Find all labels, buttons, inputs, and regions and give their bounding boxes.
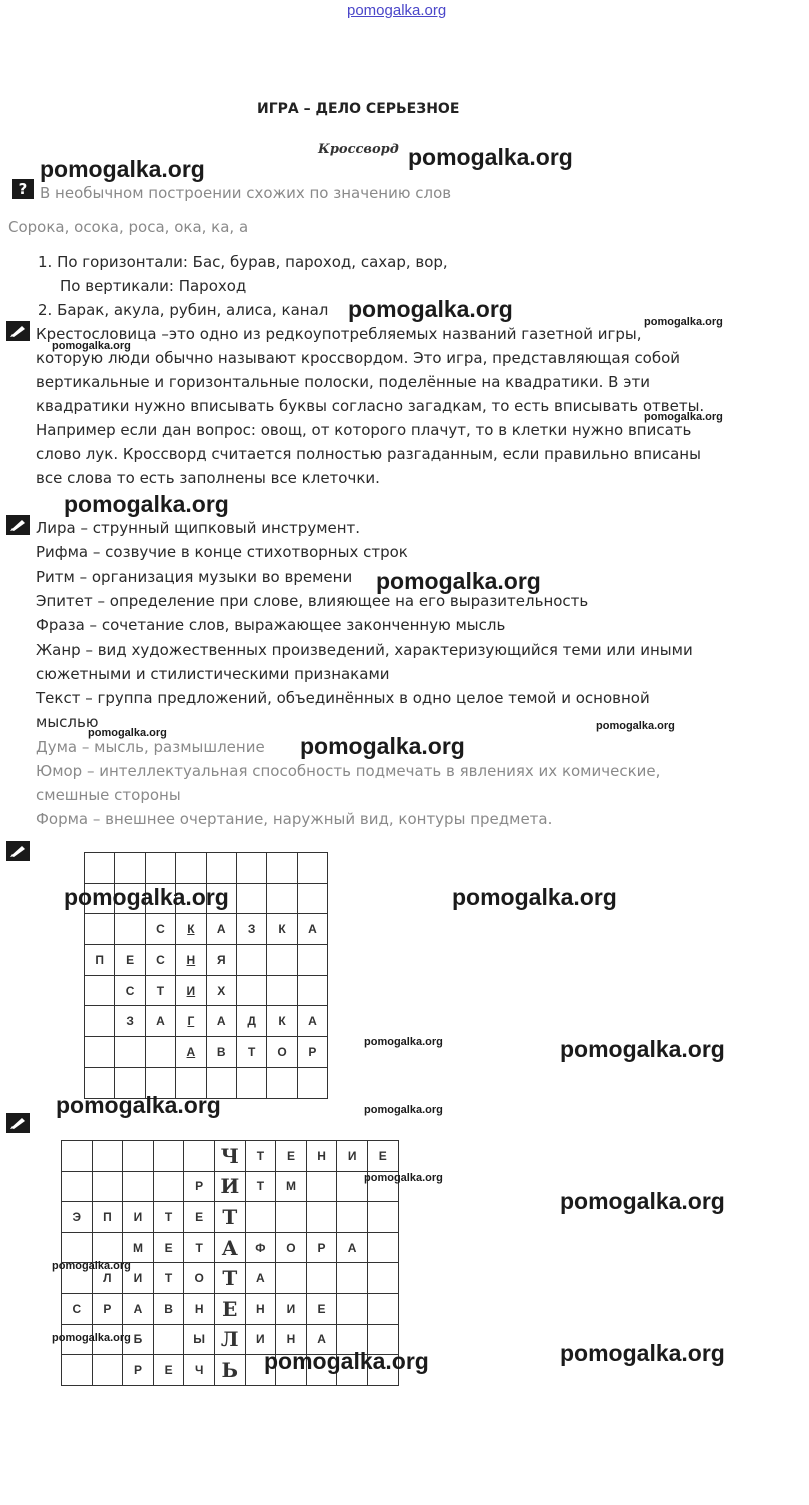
- crossword-letter: А: [317, 1332, 326, 1347]
- watermark: pomogalka.org: [560, 1036, 725, 1062]
- crossword-letter: Л: [103, 1271, 112, 1286]
- watermark: pomogalka.org: [376, 568, 541, 594]
- crossword-letter: В: [216, 1044, 226, 1059]
- crossword-letter: С: [125, 983, 135, 998]
- watermark: pomogalka.org: [560, 1340, 725, 1366]
- watermark: pomogalka.org: [560, 1188, 725, 1214]
- crossword-cell: [306, 1141, 337, 1172]
- crossword-cell: [297, 975, 327, 1006]
- crossword-letter: О: [194, 1271, 204, 1286]
- crossword-row: [62, 1141, 399, 1172]
- crossword-cell: [206, 914, 236, 945]
- crossword-letter: Л: [220, 1327, 239, 1352]
- crossword-cell: [145, 1006, 175, 1037]
- text-line: Например если дан вопрос: овощ, от которого плачут, то в клетки нужно вписать: [36, 421, 692, 439]
- crossword-letter: Т: [256, 1179, 265, 1194]
- crossword-letter: Р: [317, 1240, 326, 1255]
- crossword-cell: [176, 945, 206, 976]
- crossword-cell: [145, 914, 175, 945]
- watermark: pomogalka.org: [64, 491, 229, 517]
- crossword-cell: [337, 1141, 368, 1172]
- crossword-cell: [62, 1202, 93, 1233]
- crossword-cell: [337, 1202, 368, 1233]
- crossword-cell: [206, 1037, 236, 1068]
- crossword-cell: [297, 945, 327, 976]
- crossword-cell: [62, 1355, 93, 1386]
- crossword-cell: [62, 1232, 93, 1263]
- crossword-cell: [206, 1006, 236, 1037]
- crossword-cell: [62, 1141, 93, 1172]
- crossword-cell: [245, 1263, 276, 1294]
- crossword-letter: Ч: [220, 1143, 239, 1168]
- watermark: pomogalka.org: [452, 884, 617, 910]
- watermark: pomogalka.org: [52, 1260, 131, 1272]
- crossword-row: [85, 1006, 328, 1037]
- crossword-letter: Ч: [194, 1362, 204, 1377]
- crossword-letter: Р: [195, 1179, 204, 1194]
- crossword-cell: [92, 1355, 123, 1386]
- crossword-cell: [367, 1263, 398, 1294]
- crossword-letter: Е: [126, 952, 135, 967]
- crossword-cell: [267, 1037, 297, 1068]
- crossword-cell: [236, 1067, 266, 1098]
- crossword-cell: [123, 1171, 154, 1202]
- crossword-letter: Е: [378, 1148, 387, 1163]
- crossword-cell: [115, 945, 145, 976]
- crossword-cell: [245, 1202, 276, 1233]
- definition-line: Эпитет – определение при слове, влияющее на его выразительность: [36, 592, 589, 610]
- watermark: pomogalka.org: [364, 1172, 443, 1184]
- crossword-cell: [337, 1263, 368, 1294]
- task1-words: Сорока, осока, роса, ока, ка, а: [8, 218, 249, 236]
- crossword-cell: [297, 1037, 327, 1068]
- crossword-cell: [337, 1232, 368, 1263]
- task1-lead: В необычном построении схожих по значению слов: [40, 184, 452, 202]
- crossword-cell: [184, 1263, 215, 1294]
- crossword-letter: Д: [247, 1014, 256, 1029]
- crossword-cell: [153, 1355, 184, 1386]
- crossword-cell: [176, 1037, 206, 1068]
- crossword-cell: [236, 1037, 266, 1068]
- watermark: pomogalka.org: [644, 411, 723, 423]
- crossword-cell: [176, 853, 206, 884]
- crossword-cell: [276, 1263, 307, 1294]
- crossword-letter: Е: [195, 1209, 204, 1224]
- crossword-cell: [115, 853, 145, 884]
- crossword-row: [85, 1037, 328, 1068]
- crossword-cell: [245, 1171, 276, 1202]
- crossword-cell: [236, 853, 266, 884]
- crossword-cell: [153, 1263, 184, 1294]
- page-subtitle: Кроссворд: [318, 142, 399, 157]
- definition-line: Ритм – организация музыки во времени: [36, 568, 353, 586]
- crossword-letter: Н: [256, 1301, 265, 1316]
- crossword-letter: А: [347, 1240, 357, 1255]
- definition-line: Лира – струнный щипковый инструмент.: [36, 519, 361, 537]
- watermark: pomogalka.org: [596, 720, 675, 732]
- definition-line: Жанр – вид художественных произведений, характеризующийся теми или иными: [36, 641, 693, 659]
- pen-icon: [6, 841, 30, 861]
- crossword-letter: Ф: [255, 1240, 266, 1255]
- crossword-letter: П: [95, 952, 104, 967]
- definition-line: Юмор – интеллектуальная способность подмечать в явлениях их комические,: [36, 762, 661, 780]
- crossword-cell: [115, 914, 145, 945]
- crossword-cell: [123, 1141, 154, 1172]
- crossword-cell: [123, 1202, 154, 1233]
- crossword-letter: Р: [103, 1301, 112, 1316]
- crossword-cell: [123, 1232, 154, 1263]
- crossword-cell: [297, 1006, 327, 1037]
- crossword-letter: С: [156, 922, 165, 937]
- crossword-cell: [184, 1202, 215, 1233]
- crossword-cell: [276, 1141, 307, 1172]
- crossword-letter: Я: [216, 952, 226, 967]
- crossword-cell: [176, 975, 206, 1006]
- crossword-cell: [236, 914, 266, 945]
- crossword-cell: [236, 883, 266, 914]
- crossword-letter: Ь: [221, 1357, 239, 1382]
- crossword-letter: А: [221, 1235, 238, 1260]
- crossword-cell: [184, 1324, 215, 1355]
- watermark: pomogalka.org: [364, 1104, 443, 1116]
- crossword-letter: Р: [133, 1362, 142, 1377]
- watermark: pomogalka.org: [88, 727, 167, 739]
- crossword-letter: И: [186, 983, 196, 998]
- crossword-row: [62, 1202, 399, 1233]
- crossword-letter: И: [286, 1301, 296, 1316]
- watermark: pomogalka.org: [52, 1332, 131, 1344]
- definition-line: смешные стороны: [36, 786, 181, 804]
- crossword-cell: [153, 1202, 184, 1233]
- crossword-row: [85, 853, 328, 884]
- crossword-letter: И: [133, 1209, 143, 1224]
- crossword-cell: [306, 1171, 337, 1202]
- pen-icon: [6, 321, 30, 341]
- crossword-letter: Б: [133, 1332, 143, 1347]
- crossword-cell: [153, 1293, 184, 1324]
- crossword-letter: А: [216, 922, 226, 937]
- crossword-cell: [306, 1293, 337, 1324]
- crossword-cell: [276, 1171, 307, 1202]
- crossword-cell: [184, 1171, 215, 1202]
- crossword-cell: [115, 1037, 145, 1068]
- crossword-cell: [306, 1202, 337, 1233]
- crossword-cell: [367, 1141, 398, 1172]
- crossword-cell: [62, 1171, 93, 1202]
- crossword-letter: Е: [164, 1240, 173, 1255]
- crossword-cell: [206, 945, 236, 976]
- crossword-letter: И: [347, 1148, 357, 1163]
- crossword-cell: [92, 1171, 123, 1202]
- crossword-cell: [123, 1293, 154, 1324]
- text-line: квадратики нужно вписывать буквы согласно загадкам, то есть вписывать ответы.: [36, 397, 705, 415]
- crossword-cell: [206, 853, 236, 884]
- crossword-cell: [145, 1037, 175, 1068]
- site-link[interactable]: pomogalka.org: [347, 2, 447, 19]
- crossword-cell: [236, 945, 266, 976]
- watermark: pomogalka.org: [52, 340, 131, 352]
- crossword-letter: С: [156, 952, 165, 967]
- crossword-cell: [267, 975, 297, 1006]
- crossword-letter: Н: [194, 1301, 204, 1316]
- crossword-cell: [276, 1293, 307, 1324]
- crossword-cell: [306, 1263, 337, 1294]
- question-icon: ?: [12, 179, 34, 199]
- crossword-letter: К: [187, 922, 195, 937]
- crossword-letter: З: [247, 922, 256, 937]
- text-line: все слова то есть заполнены все клеточки.: [36, 469, 380, 487]
- crossword-letter: И: [133, 1271, 143, 1286]
- crossword-cell: [367, 1293, 398, 1324]
- crossword-row: [62, 1171, 399, 1202]
- crossword-letter: Т: [222, 1266, 238, 1291]
- crossword-letter: Ы: [193, 1332, 206, 1347]
- crossword-letter: Х: [217, 983, 226, 998]
- crossword-letter: Г: [187, 1014, 195, 1029]
- crossword-cell: [214, 1171, 245, 1202]
- crossword-letter: И: [256, 1332, 265, 1347]
- crossword-letter: Е: [222, 1296, 238, 1321]
- crossword-letter: Т: [164, 1271, 173, 1286]
- crossword-cell: [115, 975, 145, 1006]
- crossword-letter: Т: [164, 1209, 173, 1224]
- crossword-cell: [153, 1232, 184, 1263]
- crossword-letter: А: [256, 1271, 265, 1286]
- crossword-letter: Е: [164, 1362, 173, 1377]
- crossword-letter: М: [132, 1240, 143, 1255]
- crossword-row: [62, 1232, 399, 1263]
- crossword-cell: [145, 853, 175, 884]
- crossword-cell: [62, 1293, 93, 1324]
- crossword-cell: [267, 914, 297, 945]
- crossword-cell: [85, 1037, 115, 1068]
- crossword-cell: [367, 1232, 398, 1263]
- definition-line: Текст – группа предложений, объединённых в одно целое темой и основной: [36, 689, 650, 707]
- crossword-letter: Н: [186, 952, 196, 967]
- crossword-cell: [145, 945, 175, 976]
- crossword-letter: А: [308, 922, 317, 937]
- definition-line: сюжетными и стилистическими признаками: [36, 665, 390, 683]
- crossword-cell: [176, 1006, 206, 1037]
- crossword-row: [85, 945, 328, 976]
- crossword-letter: З: [126, 1014, 134, 1029]
- crossword-cell: [337, 1293, 368, 1324]
- crossword-cell: [267, 945, 297, 976]
- crossword-cell: [123, 1355, 154, 1386]
- crossword-letter: А: [308, 1014, 317, 1029]
- crossword-cell: [85, 853, 115, 884]
- crossword-cell: [153, 1324, 184, 1355]
- crossword-letter: П: [103, 1209, 112, 1224]
- crossword-letter: О: [286, 1240, 296, 1255]
- definition-line: Рифма – созвучие в конце стихотворных строк: [36, 543, 408, 561]
- task1-item1-a: 1. По горизонтали: Бас, бурав, пароход, сахар, вор,: [38, 253, 448, 271]
- text-line: которую люди обычно называют кроссвордом. Это игра, представляющая собой: [36, 349, 681, 367]
- crossword-letter: Е: [317, 1301, 326, 1316]
- crossword-letter: Т: [156, 983, 165, 998]
- crossword-cell: [176, 914, 206, 945]
- pen-icon: [6, 1113, 30, 1133]
- watermark: pomogalka.org: [348, 296, 513, 322]
- crossword-cell: [276, 1232, 307, 1263]
- crossword-letter: Н: [286, 1332, 296, 1347]
- text-line: слово лук. Кроссворд считается полностью разгаданным, если правильно вписаны: [36, 445, 701, 463]
- crossword-letter: Т: [256, 1148, 265, 1163]
- crossword-letter: Р: [308, 1044, 317, 1059]
- crossword-cell: [214, 1141, 245, 1172]
- watermark: pomogalka.org: [264, 1348, 429, 1374]
- crossword-letter: А: [186, 1044, 196, 1059]
- crossword-letter: Е: [286, 1148, 295, 1163]
- crossword-cell: [214, 1202, 245, 1233]
- text-line: Крестословица –это одно из редкоупотребляемых названий газетной игры,: [36, 325, 642, 343]
- crossword-cell: [276, 1202, 307, 1233]
- crossword-cell: [214, 1232, 245, 1263]
- crossword-row: [85, 914, 328, 945]
- definition-line: Форма – внешнее очертание, наружный вид, контуры предмета.: [36, 810, 553, 828]
- crossword-cell: [153, 1171, 184, 1202]
- crossword-cell: [85, 1006, 115, 1037]
- crossword-cell: [267, 1006, 297, 1037]
- definition-line: Дума – мысль, размышление: [36, 738, 265, 756]
- text-line: вертикальные и горизонтальные полоски, поделённые на квадратики. В эти: [36, 373, 650, 391]
- watermark: pomogalka.org: [40, 156, 205, 182]
- crossword-cell: [92, 1141, 123, 1172]
- crossword-cell: [297, 883, 327, 914]
- crossword-cell: [267, 1067, 297, 1098]
- crossword-cell: [85, 945, 115, 976]
- crossword-cell: [184, 1293, 215, 1324]
- crossword-letter: Т: [247, 1044, 256, 1059]
- crossword-cell: [115, 1006, 145, 1037]
- crossword-cell: [245, 1293, 276, 1324]
- crossword-letter: Т: [222, 1204, 238, 1229]
- crossword-cell: [92, 1293, 123, 1324]
- page-title: ИГРА – ДЕЛО СЕРЬЕЗНОЕ: [257, 101, 460, 117]
- definition-line: Фраза – сочетание слов, выражающее законченную мысль: [36, 616, 506, 634]
- crossword-cell: [245, 1141, 276, 1172]
- crossword-letter: А: [133, 1301, 143, 1316]
- crossword-cell: [85, 975, 115, 1006]
- task1-item1-b: По вертикали: Пароход: [60, 277, 247, 295]
- task1-item2: 2. Барак, акула, рубин, алиса, канал: [38, 301, 329, 319]
- crossword-cell: [92, 1232, 123, 1263]
- crossword-cell: [92, 1202, 123, 1233]
- crossword-row: [85, 975, 328, 1006]
- pen-icon: [6, 515, 30, 535]
- crossword-cell: [214, 1293, 245, 1324]
- crossword-letter: К: [278, 922, 286, 937]
- crossword-letter: М: [285, 1179, 296, 1194]
- crossword-cell: [206, 975, 236, 1006]
- crossword-cell: [214, 1355, 245, 1386]
- crossword-letter: В: [164, 1301, 173, 1316]
- crossword-cell: [184, 1355, 215, 1386]
- crossword-cell: [337, 1171, 368, 1202]
- crossword-cell: [367, 1202, 398, 1233]
- crossword-cell: [153, 1141, 184, 1172]
- crossword-letter: Н: [317, 1148, 326, 1163]
- crossword-letter: И: [220, 1174, 240, 1199]
- crossword-letter: А: [156, 1014, 165, 1029]
- crossword-letter: Э: [72, 1209, 82, 1224]
- watermark: pomogalka.org: [56, 1092, 221, 1118]
- watermark: pomogalka.org: [300, 733, 465, 759]
- crossword-letter: А: [216, 1014, 226, 1029]
- crossword-cell: [267, 883, 297, 914]
- watermark: pomogalka.org: [644, 316, 723, 328]
- crossword-cell: [297, 914, 327, 945]
- crossword-cell: [214, 1263, 245, 1294]
- watermark: pomogalka.org: [408, 144, 573, 170]
- crossword-letter: О: [277, 1044, 287, 1059]
- crossword-cell: [145, 975, 175, 1006]
- crossword-cell: [236, 1006, 266, 1037]
- crossword-cell: [184, 1141, 215, 1172]
- crossword-cell: [297, 853, 327, 884]
- crossword-letter: С: [72, 1301, 82, 1316]
- watermark: pomogalka.org: [364, 1036, 443, 1048]
- crossword-cell: [306, 1232, 337, 1263]
- crossword-cell: [297, 1067, 327, 1098]
- definition-line: мыслью: [36, 713, 99, 731]
- crossword-cell: [236, 975, 266, 1006]
- crossword-cell: [267, 853, 297, 884]
- crossword-cell: [184, 1232, 215, 1263]
- crossword-cell: [245, 1232, 276, 1263]
- watermark: pomogalka.org: [64, 884, 229, 910]
- crossword-cell: [214, 1324, 245, 1355]
- crossword-letter: Т: [195, 1240, 203, 1255]
- crossword-cell: [85, 914, 115, 945]
- crossword-letter: К: [278, 1014, 286, 1029]
- crossword-row: [62, 1293, 399, 1324]
